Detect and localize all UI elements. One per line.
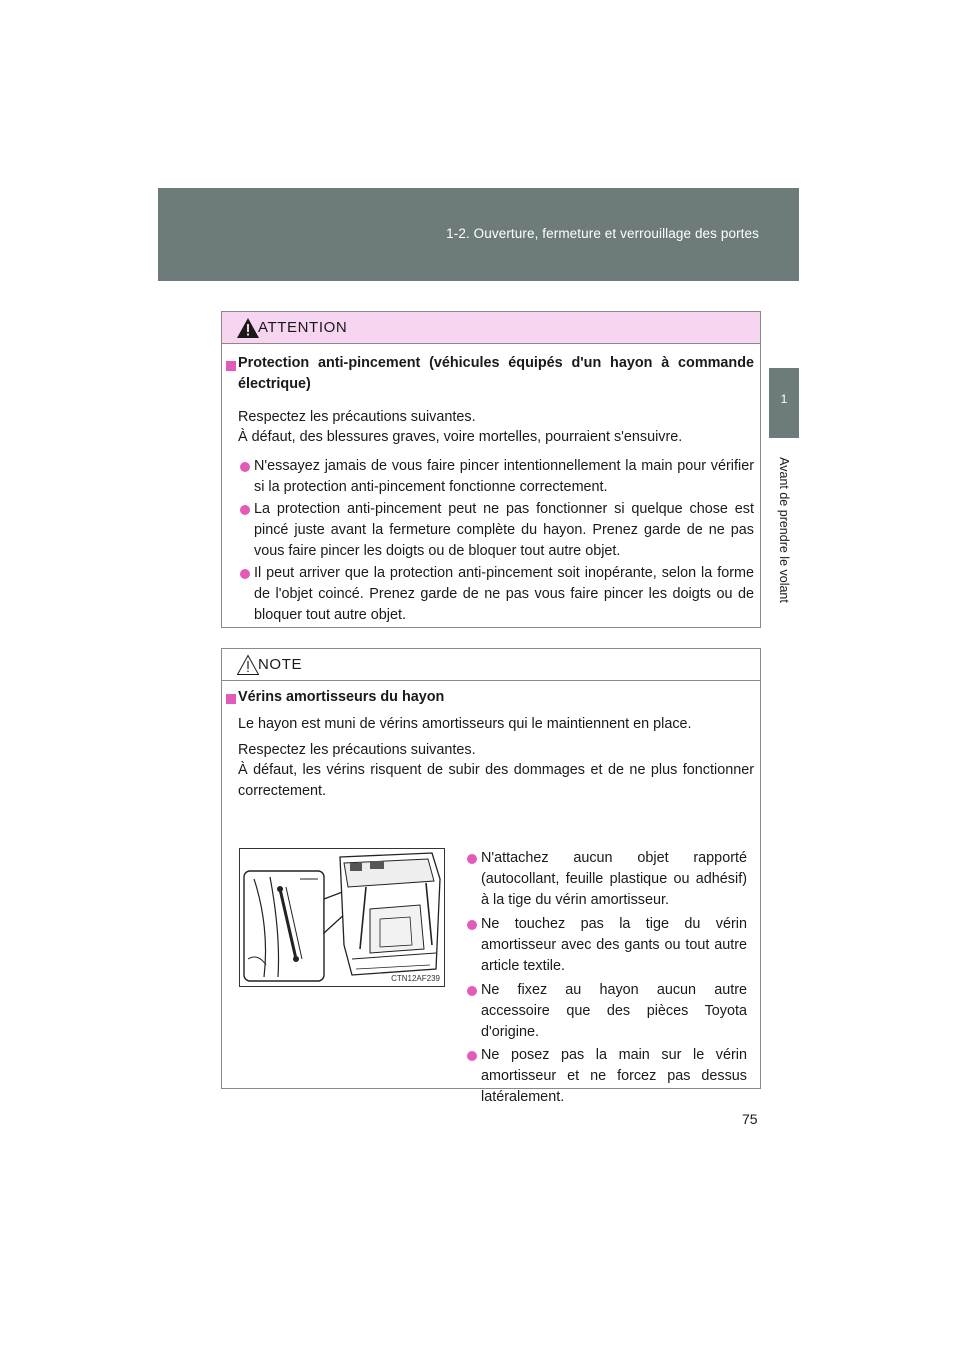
bullet-dot-icon [240,505,250,515]
attention-label: ATTENTION [258,319,348,336]
attention-heading: Protection anti-pincement (véhicules équipés d'un hayon à commande électrique) [238,355,754,392]
note-bullet-4: Ne posez pas la main sur le vérin amortisseur et ne forcez pas dessus latéralement. [481,1047,747,1105]
note-bullet-1: N'attachez aucun objet rapporté (autocollant, feuille plastique ou adhésif) à la tige du vérin amortisseur. [481,850,747,908]
section-header-band [158,188,799,281]
attention-bullet-1: N'essayez jamais de vous faire pincer intentionnellement la main pour vérifier si la protection anti-pincement fonctionne correctement. [254,458,754,495]
note-header [222,649,760,681]
attention-intro-line1: Respectez les précautions suivantes. [238,409,476,425]
caution-outline-icon [236,654,260,676]
bullet-dot-icon [240,569,250,579]
attention-header [222,312,760,344]
bullet-dot-icon [467,854,477,864]
note-box [221,648,761,1105]
page-number: 75 [742,1111,758,1127]
note-intro-line2: À défaut, les vérins risquent de subir des dommages et de ne plus fonctionner correctement. [238,762,754,799]
attention-bullet-3: Il peut arriver que la protection anti-pincement soit inopérante, selon la forme de l'objet coincé. Prenez garde de ne pas vous faire pincer les doigts ou de bloquer tout autre objet. [254,565,754,623]
note-paragraph: Le hayon est muni de vérins amortisseurs qui le maintiennent en place. [238,716,692,732]
square-bullet-icon [226,361,236,371]
chapter-number: 1 [780,392,788,406]
illustration-drawing [240,849,444,986]
figure-code: CTN12AF239 [391,974,440,983]
chapter-tab [769,368,799,438]
tailgate-strut-illustration [239,848,445,987]
attention-body [222,344,760,627]
note-heading: Vérins amortisseurs du hayon [238,689,445,705]
note-bullet-2: Ne touchez pas la tige du vérin amortisseur avec des gants ou tout autre article textile. [481,916,747,974]
chapter-label: Avant de prendre le volant [777,457,791,603]
note-bullet-3: Ne fixez au hayon aucun autre accessoire que des pièces Toyota d'origine. [481,982,747,1040]
note-body [222,681,760,1105]
attention-intro-line2: À défaut, des blessures graves, voire mortelles, pourraient s'ensuivre. [238,429,683,445]
bullet-dot-icon [240,462,250,472]
bullet-dot-icon [467,1051,477,1061]
bullet-dot-icon [467,986,477,996]
note-label: NOTE [258,656,303,673]
attention-bullet-2: La protection anti-pincement peut ne pas fonctionner si quelque chose est pincé juste avant la fermeture complète du hayon. Prenez garde de ne pas vous faire pincer les doigts ou de bloquer tout autre objet. [254,501,754,559]
square-bullet-icon [226,694,236,704]
attention-box [221,311,761,628]
bullet-dot-icon [467,920,477,930]
section-title: 1-2. Ouverture, fermeture et verrouillage des portes [446,226,759,241]
warning-icon [236,317,260,339]
note-intro-line1: Respectez les précautions suivantes. [238,742,476,758]
